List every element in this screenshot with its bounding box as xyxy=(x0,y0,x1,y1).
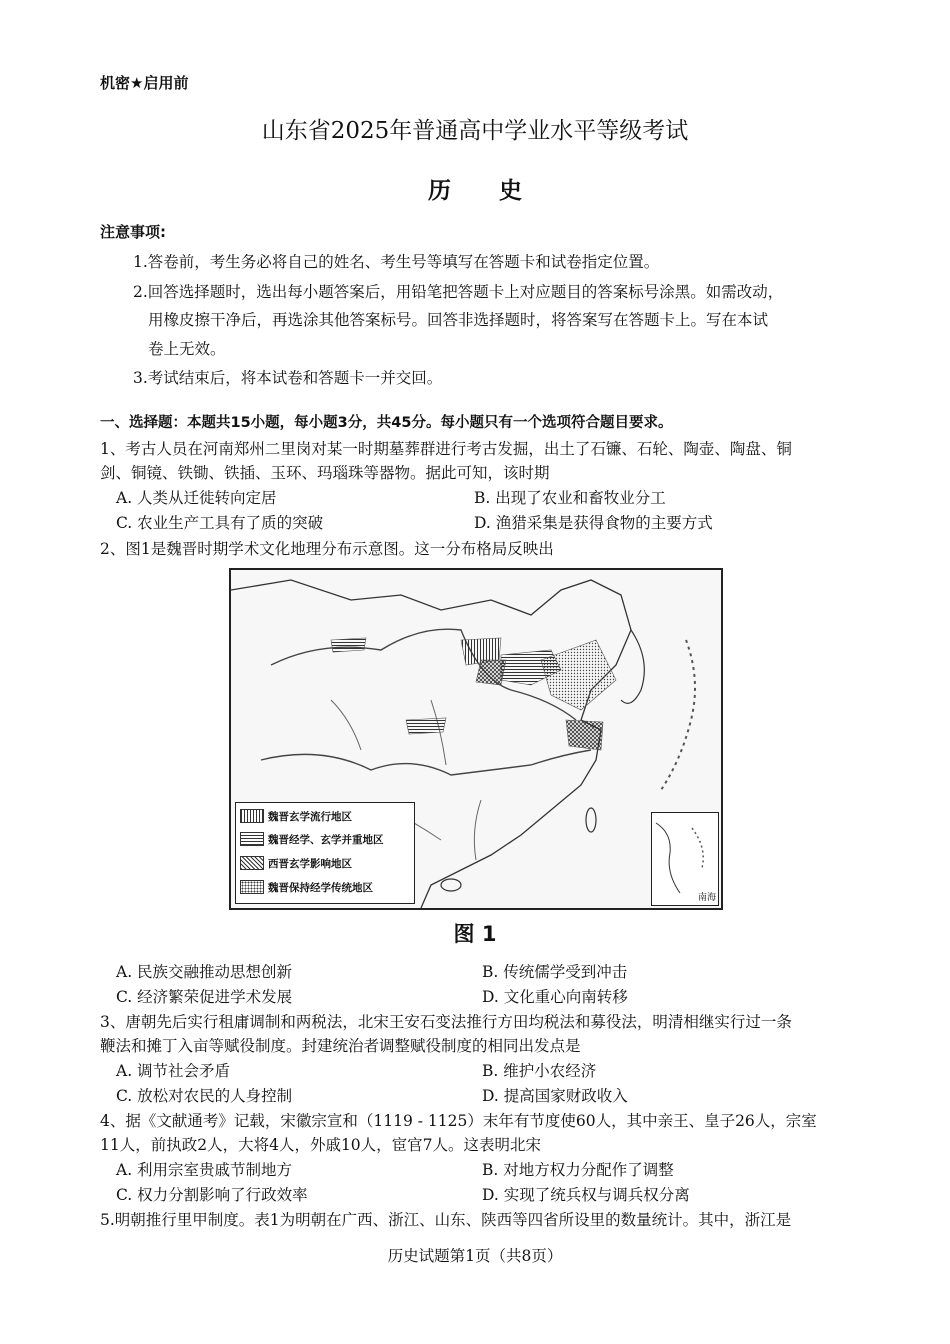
legend-item xyxy=(240,877,373,897)
notice-item: 卷上无效。 xyxy=(148,340,226,358)
section-heading: 一、选择题：本题共15小题，每小题3分，共45分。每小题只有一个选项符合题目要求。 xyxy=(100,415,673,431)
figure-1-map xyxy=(229,568,723,910)
q1-stem: 剑、铜镜、铁锄、铁插、玉环、玛瑙珠等器物。据此可知，该时期 xyxy=(100,464,550,482)
q4-option-b: B. 对地方权力分配作了调整 xyxy=(482,1161,674,1179)
q3-option-a: A. 调节社会矛盾 xyxy=(116,1062,231,1080)
legend-label: 魏晋玄学流行地区 xyxy=(268,810,352,823)
q3-option-b: B. 维护小农经济 xyxy=(482,1062,597,1080)
legend-swatch xyxy=(240,880,264,894)
legend-item xyxy=(240,829,384,849)
legend-swatch xyxy=(240,832,264,846)
q1-option-b: B. 出现了农业和畜牧业分工 xyxy=(474,489,666,507)
notice-heading: 注意事项: xyxy=(100,223,166,241)
notice-item: 2.回答选择题时，选出每小题答案后，用铅笔把答题卡上对应题目的答案标号涂黑。如需改动， xyxy=(133,283,784,301)
q2-option-d: D. 文化重心向南转移 xyxy=(482,988,628,1006)
q3-stem: 鞭法和摊丁入亩等赋役制度。封建统治者调整赋役制度的相同出发点是 xyxy=(100,1037,581,1055)
q4-option-d: D. 实现了统兵权与调兵权分离 xyxy=(482,1186,690,1204)
inset-label: 南海 xyxy=(697,893,716,903)
notice-item: 3.考试结束后，将本试卷和答题卡一并交回。 xyxy=(133,369,443,387)
legend-label: 魏晋经学、玄学并重地区 xyxy=(268,833,384,846)
confidential-mark: 机密★启用前 xyxy=(100,74,189,92)
subject-title: 历 史 xyxy=(427,177,542,204)
legend-swatch xyxy=(240,809,264,823)
q4-option-c: C. 权力分割影响了行政效率 xyxy=(116,1186,308,1204)
south-china-sea-inset xyxy=(651,812,719,906)
exam-title: 山东省2025年普通高中学业水平等级考试 xyxy=(261,118,689,144)
q2-option-a: A. 民族交融推动思想创新 xyxy=(116,963,293,981)
q1-stem: 1、考古人员在河南郑州二里岗对某一时期墓葬群进行考古发掘，出土了石镰、石轮、陶壶、陶盘、铜 xyxy=(100,440,792,458)
q4-option-a: A. 利用宗室贵戚节制地方 xyxy=(116,1161,293,1179)
legend-item xyxy=(240,853,352,873)
legend-item xyxy=(240,806,352,826)
q1-option-a: A. 人类从迁徙转向定居 xyxy=(116,489,277,507)
q1-option-d: D. 渔猎采集是获得食物的主要方式 xyxy=(474,514,713,532)
legend-swatch xyxy=(240,856,264,870)
map-legend xyxy=(235,802,415,904)
q1-option-c: C. 农业生产工具有了质的突破 xyxy=(116,514,324,532)
notice-item: 用橡皮擦干净后，再选涂其他答案标号。回答非选择题时，将答案写在答题卡上。写在本试 xyxy=(148,311,769,329)
q2-stem: 2、图1是魏晋时期学术文化地理分布示意图。这一分布格局反映出 xyxy=(100,540,554,558)
q4-stem: 4、据《文献通考》记载，宋徽宗宣和（1119 - 1125）末年有节度使60人，其中亲王、皇子26人，宗室 xyxy=(100,1112,817,1130)
q3-stem: 3、唐朝先后实行租庸调制和两税法，北宋王安石变法推行方田均税法和募役法，明清相继实行过一条 xyxy=(100,1013,792,1031)
notice-item: 1.答卷前，考生务必将自己的姓名、考生号等填写在答题卡和试卷指定位置。 xyxy=(133,253,660,271)
q4-stem: 11人，前执政2人，大将4人，外戚10人，宦官7人。这表明北宋 xyxy=(100,1136,542,1154)
legend-label: 西晋玄学影响地区 xyxy=(268,857,352,870)
legend-label: 魏晋保持经学传统地区 xyxy=(268,881,373,894)
q2-option-b: B. 传统儒学受到冲击 xyxy=(482,963,628,981)
q5-stem: 5.明朝推行里甲制度。表1为明朝在广西、浙江、山东、陕西等四省所设里的数量统计。其中，浙江是 xyxy=(100,1211,792,1229)
page-footer: 历史试题第1页（共8页） xyxy=(387,1247,563,1265)
q3-option-d: D. 提高国家财政收入 xyxy=(482,1087,628,1105)
q2-option-c: C. 经济繁荣促进学术发展 xyxy=(116,988,293,1006)
figure-caption: 图 1 xyxy=(453,922,497,946)
q3-option-c: C. 放松对农民的人身控制 xyxy=(116,1087,293,1105)
